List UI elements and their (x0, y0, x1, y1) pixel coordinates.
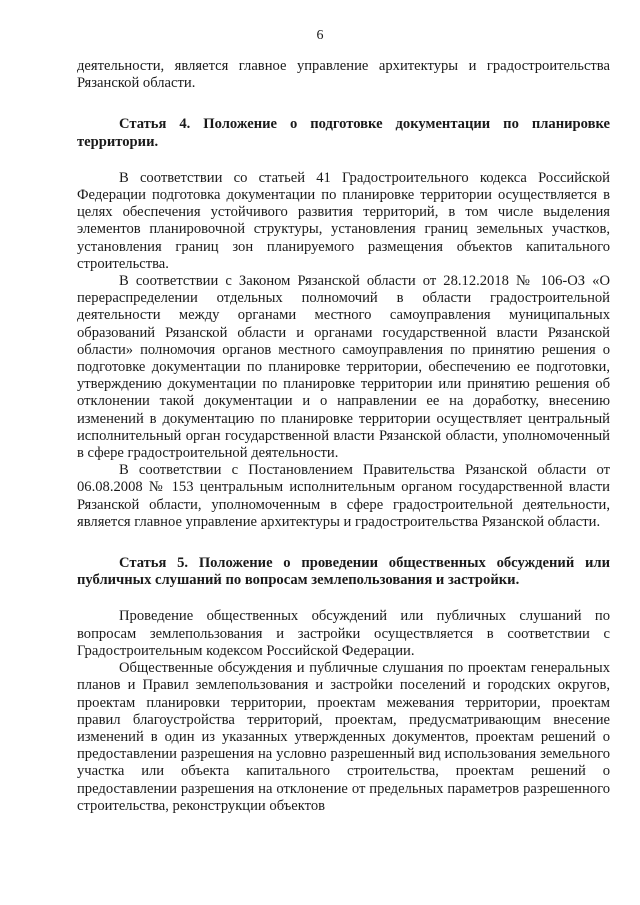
article-4-heading: Статья 4. Положение о подготовке документации по планировке территории. (77, 116, 610, 150)
document-body (77, 58, 610, 815)
page-number: 6 (316, 28, 324, 43)
article-5-heading: Статья 5. Положение о проведении общественных обсуждений или публичных слушаний по вопросам землепользования и застройки. (77, 555, 610, 589)
spacer (77, 531, 610, 555)
spacer (77, 589, 610, 608)
article-4-paragraph: В соответствии с Постановлением Правительства Рязанской области от 06.08.2008 № 153 центральным исполнительным органом государственной власти Рязанской области, уполномоченным в сфере градостроительной деятельности, является главное управление архитектуры и градостроительства Рязанской области. (77, 462, 610, 530)
intro-continuation: деятельности, является главное управление архитектуры и градостроительства Рязанской области. (77, 58, 610, 92)
spacer (77, 151, 610, 170)
article-5-paragraph: Общественные обсуждения и публичные слушания по проектам генеральных планов и Правил землепользования и застройки поселений и городских округов, проектам планировки территории, проектам межевания территории, проектам правил благоустройства территорий, проектам, предусматривающим внесение изменений в один из указанных утвержденных документов, проектам решений о предоставлении разрешения на условно разрешенный вид использования земельного участка или объекта капитального строительства, проектам решений о предоставлении разрешения на отклонение от предельных параметров разрешенного строительства, реконструкции объектов (77, 660, 610, 814)
article-4-paragraph: В соответствии с Законом Рязанской области от 28.12.2018 № 106-ОЗ «О перераспределении отдельных полномочий в области градостроительной деятельности между органами местного самоуправления муниципальных образований Рязанской области и органами государственной власти Рязанской области» полномочия органов местного самоуправления по принятию решения о подготовке документации по планировке территории, обеспечению ее подготовки, утверждению документации по планировке территории или принятию решения об отклонении такой документации и о направлении ее на доработку, внесению изменений в документацию по планировке территории осуществляет центральный исполнительный орган государственной власти Рязанской области, уполномоченный в сфере градостроительной деятельности. (77, 273, 610, 462)
article-4-paragraph: В соответствии со статьей 41 Градостроительного кодекса Российской Федерации подготовка документации по планировке территории осуществляется в целях обеспечения устойчивого развития территорий, в том числе выделения элементов планировочной структуры, установления границ земельных участков, установления границ зон планируемого размещения объектов капитального строительства. (77, 169, 610, 272)
spacer (77, 92, 610, 116)
article-5-paragraph: Проведение общественных обсуждений или публичных слушаний по вопросам землепользования и застройки осуществляется в соответствии с Градостроительным кодексом Российской Федерации. (77, 608, 610, 659)
